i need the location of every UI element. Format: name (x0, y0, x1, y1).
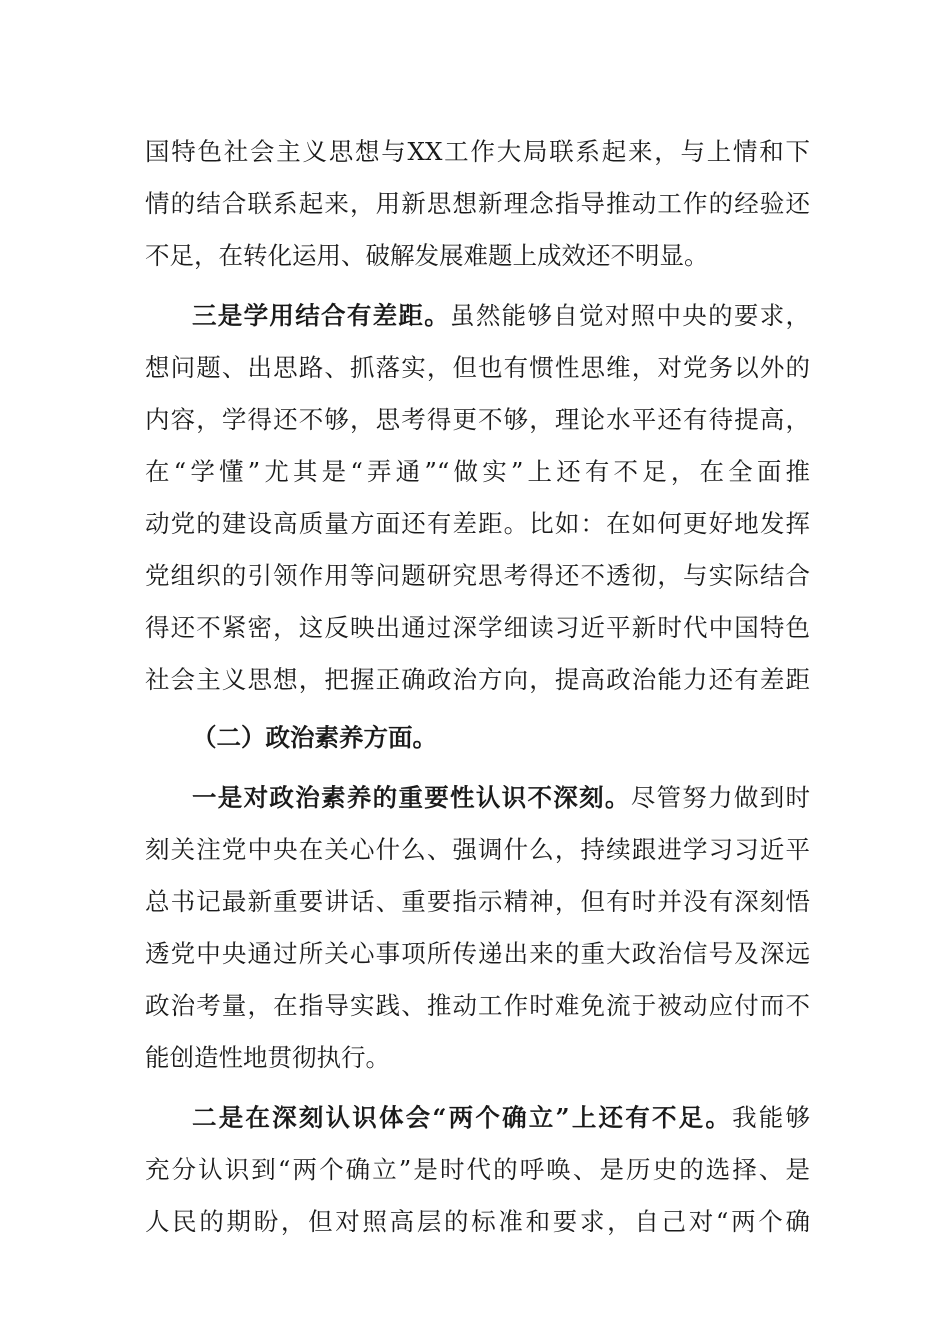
text-run: 虽然能够自觉对照中央的要求， (450, 301, 811, 330)
text-line: 国特色社会主义思想与XX工作大局联系起来，与上情和下 (145, 137, 810, 166)
paragraph-heading: 二是在深刻认识体会“两个确立”上还有不足。 (192, 1103, 733, 1132)
text-line: 党组织的引领作用等问题研究思考得还不透彻，与实际结合 (145, 561, 810, 590)
text-line: 情的结合联系起来，用新思想新理念指导推动工作的经验还 (145, 189, 810, 218)
text-line: 总书记最新重要讲话、重要指示精神，但有时并没有深刻悟 (145, 887, 810, 916)
paragraph-political-literacy (145, 772, 810, 1084)
section-heading: （二）政治素养方面。 (192, 723, 437, 752)
text-line: 想问题、出思路、抓落实，但也有惯性思维，对党务以外的 (145, 353, 810, 382)
text-line: 得还不紧密，这反映出通过深学细读习近平新时代中国特色 (145, 613, 810, 642)
text-line: 不足，在转化运用、破解发展难题上成效还不明显。 (145, 241, 709, 270)
paragraph-continuation (145, 126, 810, 282)
text-line (145, 290, 810, 342)
text-line (145, 1092, 810, 1144)
text-line (145, 772, 810, 824)
document-body (145, 126, 810, 1248)
text-line: 政治考量，在指导实践、推动工作时难免流于被动应付而不 (145, 991, 810, 1020)
text-line: 动党的建设高质量方面还有差距。比如：在如何更好地发挥 (145, 509, 810, 538)
text-line: 社会主义思想，把握正确政治方向，提高政治能力还有差距 (145, 665, 810, 694)
paragraph-heading: 一是对政治素养的重要性认识不深刻。 (192, 783, 631, 812)
paragraph-two-establishments (145, 1092, 810, 1248)
text-line: 在“学懂”尤其是“弄通”“做实”上还有不足，在全面推 (145, 457, 810, 486)
text-line: 能创造性地贯彻执行。 (145, 1043, 390, 1072)
text-run: 尽管努力做到时 (630, 783, 811, 812)
text-line: 透党中央通过所关心事项所传递出来的重大政治信号及深远 (145, 939, 810, 968)
paragraph-heading: 三是学用结合有差距。 (192, 301, 451, 330)
paragraph-study-application (145, 290, 810, 706)
text-run: 我能够 (732, 1103, 810, 1132)
text-line: 充分认识到“两个确立”是时代的呼唤、是历史的选择、是 (145, 1155, 810, 1184)
text-line: 刻关注党中央在关心什么、强调什么，持续跟进学习习近平 (145, 835, 810, 864)
text-line: 人民的期盼，但对照高层的标准和要求，自己对“两个确 (145, 1207, 810, 1236)
text-line: 内容，学得还不够，思考得更不够，理论水平还有待提高， (145, 405, 810, 434)
